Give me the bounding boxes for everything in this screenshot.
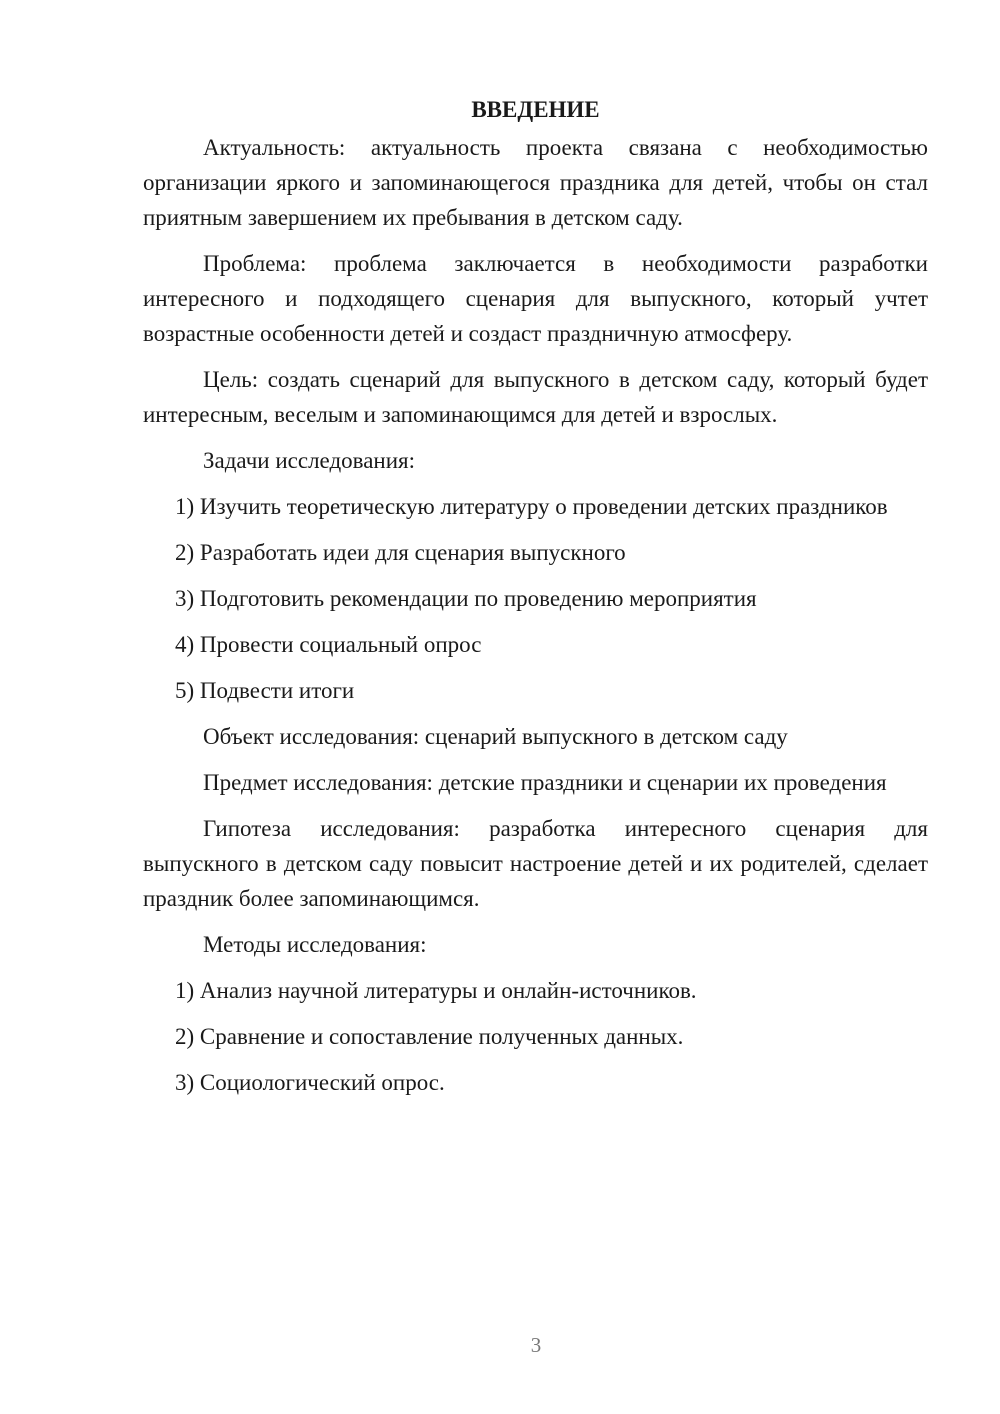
problem-paragraph: Проблема: проблема заключается в необходимости разработки интересного и подходящего сценария для выпускного, который учтет возрастные особенности детей и создаст праздничную атмосферу. <box>143 251 928 346</box>
tasks-heading: Задачи исследования: <box>203 448 416 473</box>
relevance-paragraph: Актуальность: актуальность проекта связана с необходимостью организации яркого и запоминающегося праздника для детей, чтобы он стал приятным завершением их пребывания в детском саду. <box>143 135 928 230</box>
page-title: ВВЕДЕНИЕ <box>471 97 600 122</box>
task-item-1: 1) Изучить теоретическую литературу о проведении детских праздников <box>175 494 888 519</box>
research-hypothesis: Гипотеза исследования: разработка интересного сценария для выпускного в детском саду повысит настроение детей и их родителей, сделает праздник более запоминающимся. <box>143 816 928 911</box>
goal-paragraph: Цель: создать сценарий для выпускного в детском саду, который будет интересным, веселым и запоминающимся для детей и взрослых. <box>143 367 928 427</box>
document-page <box>143 92 928 1111</box>
research-object: Объект исследования: сценарий выпускного в детском саду <box>203 724 788 749</box>
method-item-3: 3) Социологический опрос. <box>175 1070 445 1095</box>
task-item-2: 2) Разработать идеи для сценария выпускного <box>175 540 626 565</box>
page-number: 3 <box>530 1333 542 1357</box>
task-item-4: 4) Провести социальный опрос <box>175 632 482 657</box>
task-item-5: 5) Подвести итоги <box>175 678 355 703</box>
research-subject: Предмет исследования: детские праздники и сценарии их проведения <box>203 770 887 795</box>
task-item-3: 3) Подготовить рекомендации по проведению мероприятия <box>175 586 757 611</box>
methods-heading: Методы исследования: <box>203 932 427 957</box>
method-item-1: 1) Анализ научной литературы и онлайн-источников. <box>175 978 697 1003</box>
method-item-2: 2) Сравнение и сопоставление полученных данных. <box>175 1024 684 1049</box>
